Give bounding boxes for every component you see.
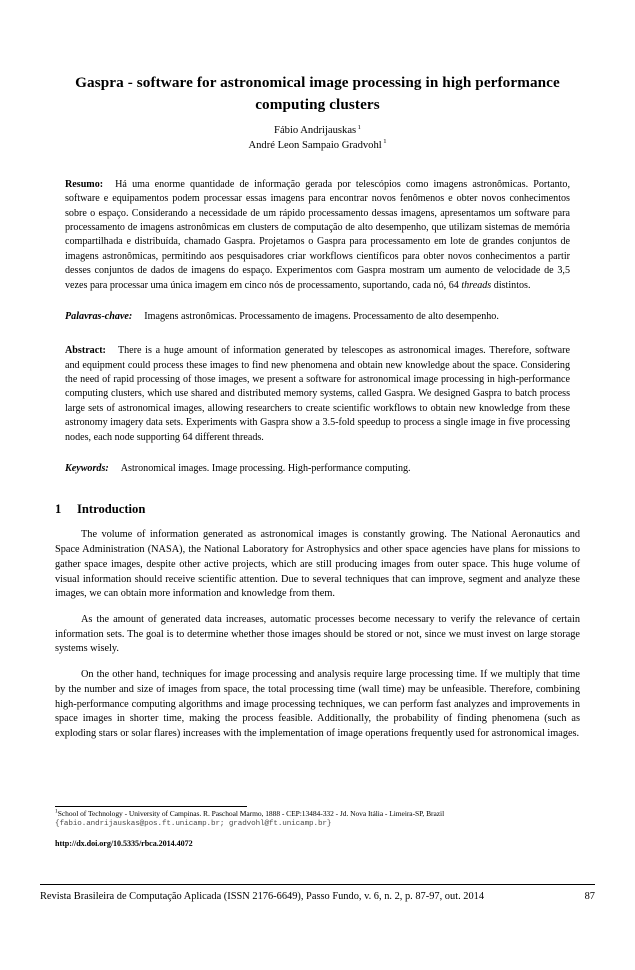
body-paragraph: The volume of information generated as astronomical images is constantly growing. The National Aeronautics and Space Administration (NASA), the National Laboratory for Astrophysics and other space agencies have plans for missions to gather space images, despite other active projects, which are still producing images from outer space. This huge volume of visual information should receive scientific attention. Due to several techniques that can improve, segment and analyze these images, we can obtain more information and knowledge from them. xyxy=(55,529,580,600)
author-name: André Leon Sampaio Gradvohl xyxy=(248,139,382,151)
footnote-mark: 1 xyxy=(55,808,58,815)
resumo-section xyxy=(65,178,570,293)
footnote-affiliation-text: School of Technology - University of Campinas. R. Paschoal Marmo, 1888 - CEP:13484-332 - Jd. Nova Itália - Limeira-SP, Brazil xyxy=(57,809,445,818)
author-entry xyxy=(55,139,580,153)
footer-divider xyxy=(40,884,595,885)
footnote-affiliation xyxy=(55,809,580,819)
keywords-text: Astronomical images. Image processing. High-performance computing. xyxy=(120,462,411,474)
author-entry xyxy=(55,124,580,138)
footer-page-number: 87 xyxy=(584,891,595,902)
section-heading-introduction xyxy=(55,502,580,517)
author-list xyxy=(55,124,580,153)
footnote-divider xyxy=(55,806,247,807)
author-affiliation-mark: 1 xyxy=(357,123,361,131)
section-number: 1 xyxy=(55,502,62,517)
resumo-text: Há uma enorme quantidade de informação gerada por telescópios como imagens astronômicas. Portanto, software e equipamentos podem processar essas imagens para encontrar novos fenômenos e obter novos conhecimentos sobre o espaço. Considerando a necessidade de um rápido processamento dessas imagens, apresentamos um software para processamento de imagens astronômicas em clusters de computação de alto desempenho, que utilizam sistemas de memória compartilhada e distribuída, chamado Gaspra. Projetamos o Gaspra para processamento em lote de grandes conjuntos de imagens astronômicas, permitindo aos pesquisadores criar workflows científicos para obter novos conhecimentos a partir desses conjuntos de dados de imagens do espaço. Experimentos com Gaspra mostram um aumento de velocidade de 3,5 vezes para processar uma única imagem em cinco nós de processamento, suportando, cada nó, 64 xyxy=(65,178,570,291)
body-paragraph: As the amount of generated data increases, automatic processes become necessary to verify the relevance of certain information sets. The goal is to determine whether those images should be stored or not, since we must invest on large storage systems wisely. xyxy=(55,614,580,655)
resumo-label: Resumo: xyxy=(65,178,104,190)
resumo-text-italic: threads xyxy=(461,279,492,291)
author-name: Fábio Andrijauskas xyxy=(274,125,357,137)
keywords-section xyxy=(65,462,570,476)
doi-link[interactable]: http://dx.doi.org/10.5335/rbca.2014.4072 xyxy=(55,838,193,848)
abstract-text: There is a huge amount of information generated by telescopes as astronomical images. Therefore, software and equipment could process these images to find new phenomena and obtain new knowledge about the space. Considering the need of rapid processing of those images, we present a software for astronomical image processing in high-performance computing clusters, which use shared and distributed memory systems, called Gaspra. We designed Gaspra to batch process large sets of astronomical images, allowing researchers to create scientific workflows to obtain new knowledge from these astronomy imagery data sets. Experiments with Gaspra show a 3.5-fold speedup to process a single image in five processing nodes, each node supporting 64 different threads. xyxy=(65,345,570,443)
footnote-emails[interactable]: {fabio.andrijauskas@pos.ft.unicamp.br; gradvohl@ft.unicamp.br} xyxy=(55,819,332,828)
footnote-block xyxy=(55,806,580,848)
page-title: Gaspra - software for astronomical image processing in high performance computing clusters xyxy=(75,74,560,113)
palavras-chave-label: Palavras-chave: xyxy=(65,310,133,322)
palavras-chave-text: Imagens astronômicas. Processamento de imagens. Processamento de alto desempenho. xyxy=(144,310,499,322)
footer-citation: Revista Brasileira de Computação Aplicada (ISSN 2176-6649), Passo Fundo, v. 6, n. 2, p. 87-97, out. 2014 xyxy=(40,891,485,902)
abstract-section xyxy=(65,344,570,445)
abstract-label: Abstract: xyxy=(65,345,106,357)
section-title: Introduction xyxy=(77,502,146,517)
resumo-text-tail: distintos. xyxy=(491,279,531,291)
body-paragraph: On the other hand, techniques for image processing and analysis require large processing time. If we multiply that time by the number and size of images from space, the total processing time (wall time) may be unfeasible. Therefore, combining high-performance computing algorithms and image processing techniques, we can perform fast analyzes and improvements in space images in shorter time, making the process feasible. Additionally, the probability of finding phenomena (such as exploding stars or solar flares) increases with the implementation of image operations frequently used for astronomical images. xyxy=(55,669,580,740)
page-footer xyxy=(40,884,595,902)
author-affiliation-mark: 1 xyxy=(383,138,387,146)
palavras-chave-section xyxy=(65,310,570,324)
keywords-label: Keywords: xyxy=(65,462,109,474)
